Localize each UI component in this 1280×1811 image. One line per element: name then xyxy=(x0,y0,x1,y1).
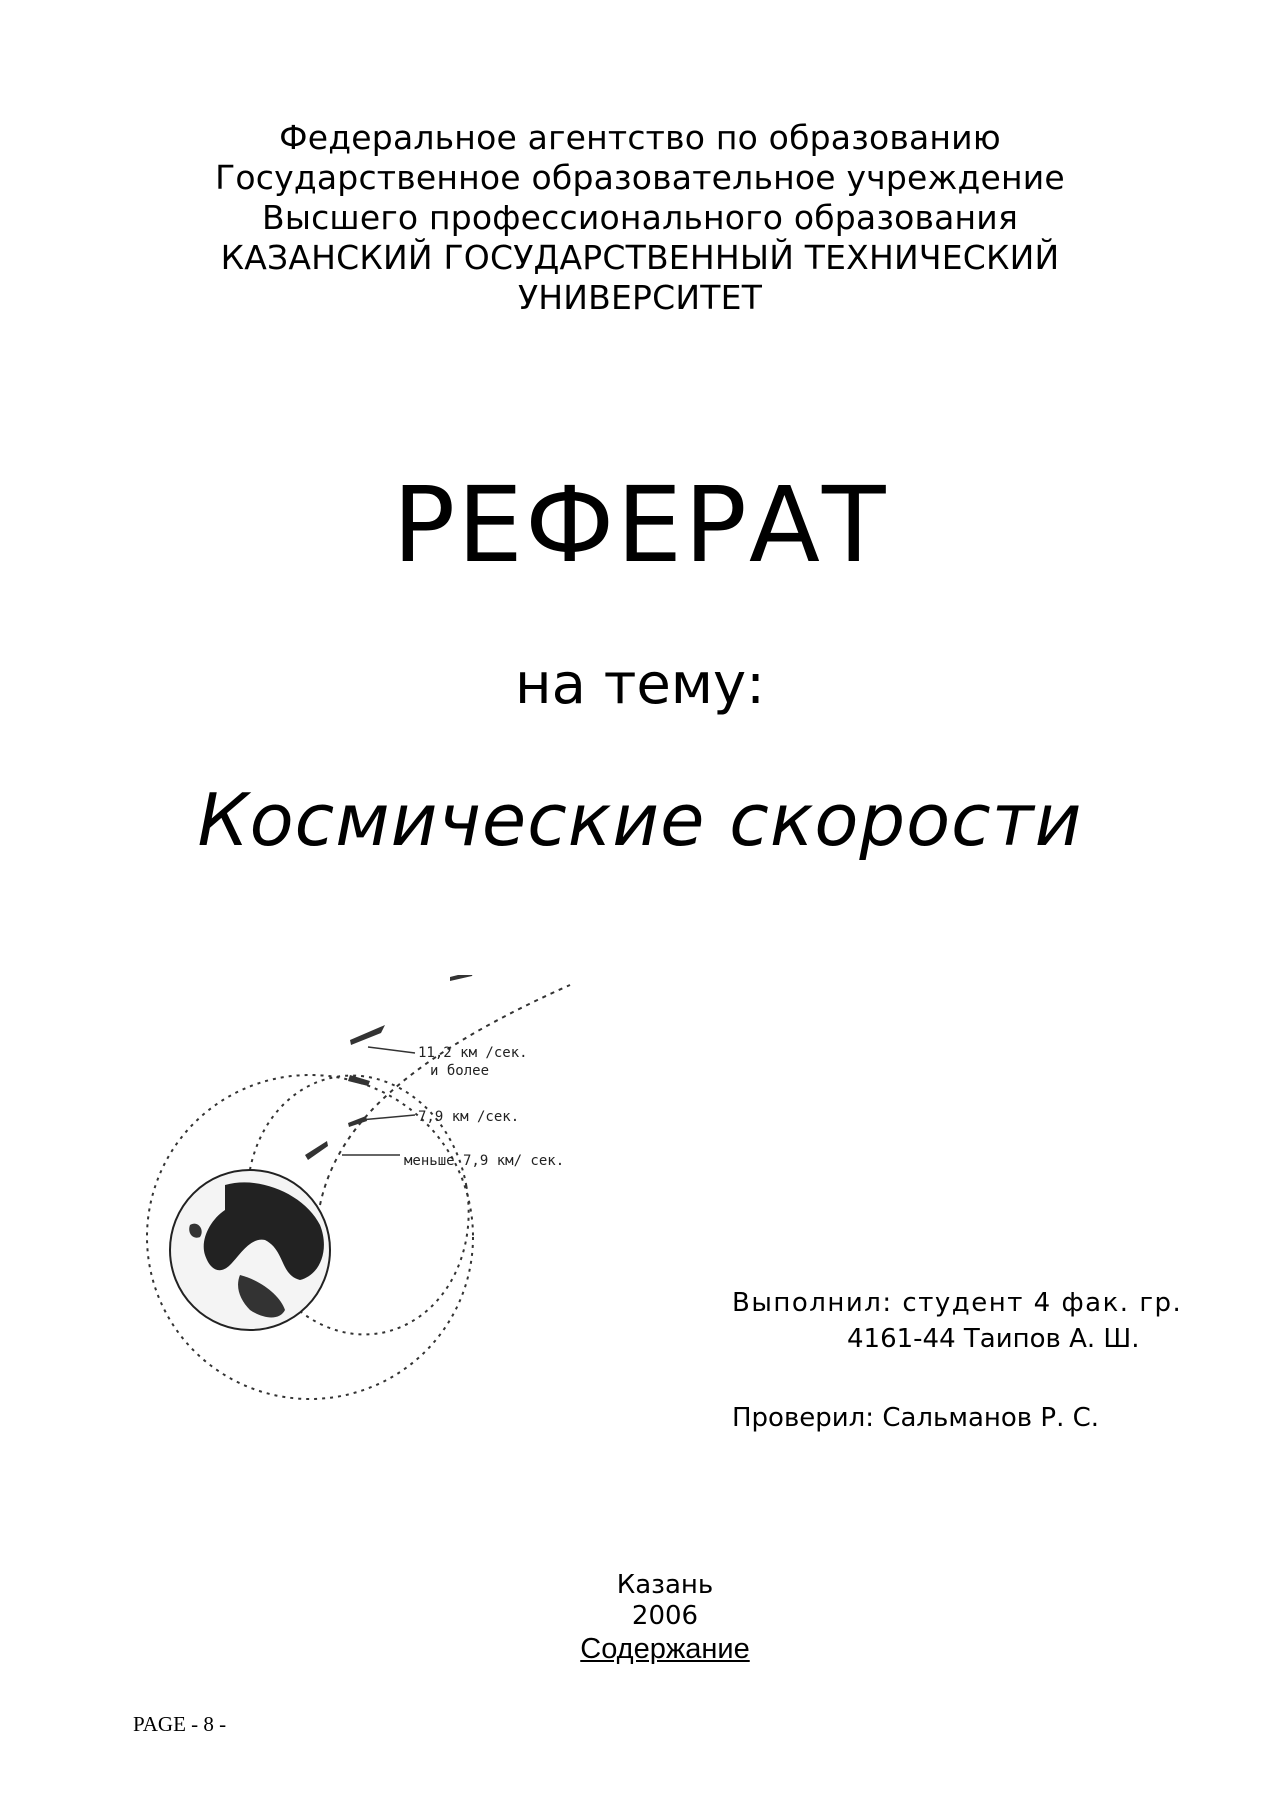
footer-city: Казань xyxy=(616,1570,714,1600)
rocket-icon-3 xyxy=(348,1116,367,1127)
orbit-diagram xyxy=(130,975,610,1445)
escape-trajectory xyxy=(320,985,570,1205)
arrow-1 xyxy=(368,1047,415,1053)
velocity-label-escape: 11,2 км /сек. xyxy=(418,1045,528,1061)
institution-header xyxy=(0,118,1280,318)
footer-block xyxy=(0,1570,1280,1666)
velocity-label-escape-more: и более xyxy=(430,1063,490,1079)
header-line-institution: Государственное образовательное учреждение xyxy=(215,158,1065,197)
rocket-icon-5 xyxy=(450,975,474,981)
velocity-label-suborbital: меньше 7,9 км/ сек. xyxy=(404,1153,565,1169)
document-title: РЕФЕРАТ xyxy=(392,464,888,586)
rocket-icon-1 xyxy=(350,1025,385,1045)
header-line-education-level: Высшего профессионального образования xyxy=(261,198,1019,237)
arrow-2 xyxy=(360,1115,415,1120)
footer-year: 2006 xyxy=(631,1601,699,1631)
document-topic: Космические скорости xyxy=(197,778,1083,862)
rocket-icon-2 xyxy=(348,1075,370,1086)
pointer-arrows xyxy=(342,1047,415,1155)
checker-line: Проверил: Сальманов Р. С. xyxy=(732,1403,1100,1433)
header-line-university-cont: УНИВЕРСИТЕТ xyxy=(517,278,763,317)
author-line-2: 4161-44 Таипов А. Ш. xyxy=(847,1324,1140,1354)
page-number: PAGE - 8 - xyxy=(133,1712,227,1736)
author-line-1: Выполнил: студент 4 фак. гр. xyxy=(732,1288,1183,1318)
header-line-agency: Федеральное агентство по образованию xyxy=(279,118,1001,157)
contents-link[interactable]: Содержание xyxy=(580,1633,750,1665)
cosmic-velocities-illustration xyxy=(130,975,610,1445)
document-subtitle: на тему: xyxy=(514,652,766,717)
rocket-icon-4 xyxy=(305,1141,328,1160)
header-line-university: КАЗАНСКИЙ ГОСУДАРСТВЕННЫЙ ТЕХНИЧЕСКИЙ xyxy=(220,238,1060,277)
author-block xyxy=(732,1285,1182,1357)
velocity-label-orbital: 7,9 км /сек. xyxy=(418,1109,520,1125)
